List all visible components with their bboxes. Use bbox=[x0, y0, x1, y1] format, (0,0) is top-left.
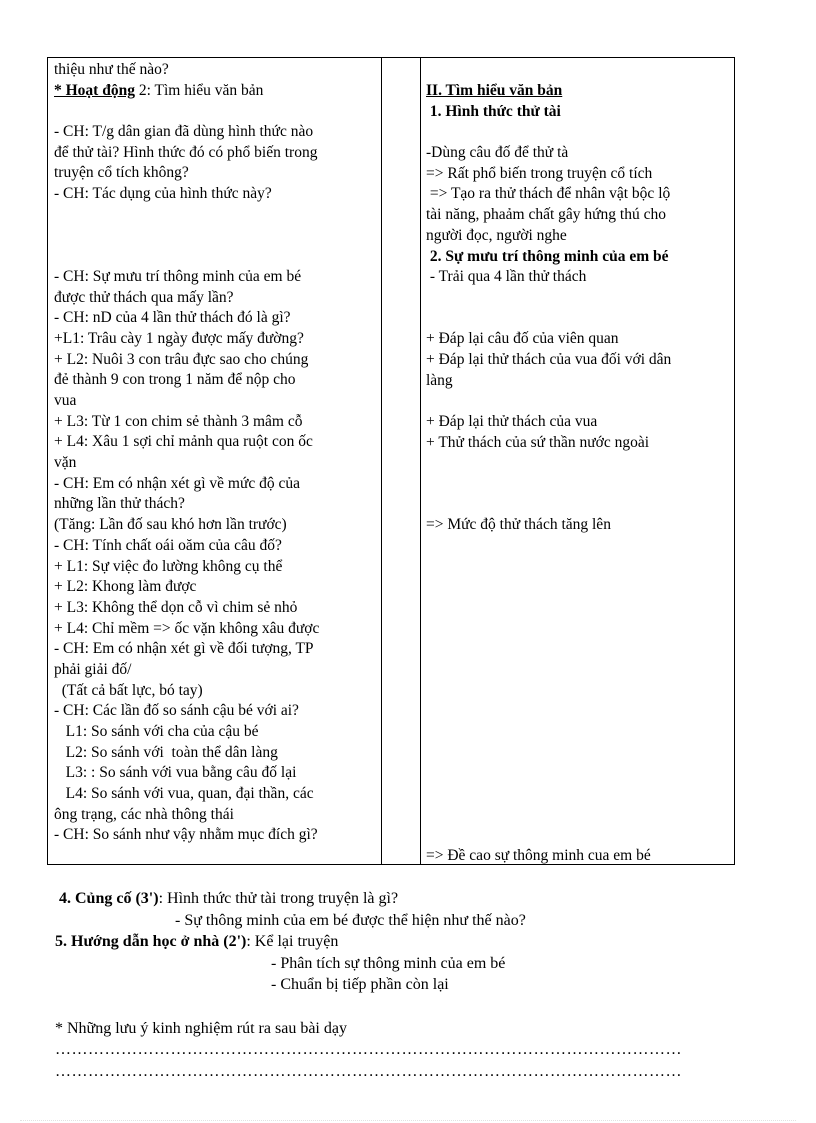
text-line: phải giải đố/ bbox=[54, 660, 132, 678]
text-line: - Chuẩn bị tiếp phần còn lại bbox=[271, 976, 449, 993]
text-line: để thử tài? Hình thức đó có phổ biến trong bbox=[54, 143, 318, 161]
text-line: - CH: So sánh như vậy nhằm mục đích gì? bbox=[54, 826, 318, 844]
text-line: => Rất phổ biến trong truyện cổ tích bbox=[426, 164, 653, 182]
text-line: - CH: T/g dân gian đã dùng hình thức nào bbox=[54, 123, 314, 141]
text-line: (Tất cả bất lực, bó tay) bbox=[54, 681, 203, 699]
text-line: - Trải qua 4 lần thử thách bbox=[426, 268, 587, 286]
consolidation-label: 4. Củng cố (3') bbox=[59, 890, 159, 907]
page-bottom-rule bbox=[20, 1120, 796, 1121]
homework-label: 5. Hướng dẫn học ở nhà (2') bbox=[55, 933, 247, 950]
text-line: người đọc, người nghe bbox=[426, 226, 567, 244]
consolidation-text: : Hình thức thử tài trong truyện là gì? bbox=[158, 890, 399, 907]
text-line: tài năng, phaảm chất gây hứng thú cho bbox=[426, 206, 666, 224]
teacher-activity-column bbox=[54, 60, 382, 846]
text-line: vặn bbox=[54, 454, 77, 472]
text-line: L3: : So sánh với vua bằng câu đố lại bbox=[54, 764, 297, 782]
text-line: - Sự thông minh của em bé được thể hiện như thế nào? bbox=[175, 911, 526, 929]
text-line: truyện cổ tích không? bbox=[54, 164, 189, 182]
text-line: +L1: Trâu cày 1 ngày được mấy đường? bbox=[54, 329, 304, 347]
text-line: thiệu như thế nào? bbox=[54, 61, 169, 78]
text-line: được thử thách qua mấy lần? bbox=[54, 288, 234, 306]
text-line: + L4: Chỉ mềm => ốc vặn không xâu được bbox=[54, 619, 320, 637]
text-line: - CH: Sự mưu trí thông minh của em bé bbox=[54, 267, 302, 285]
text-line: - CH: Tính chất oái oăm của câu đố? bbox=[54, 536, 282, 554]
text-line: + L4: Xâu 1 sợi chỉ mảnh qua ruột con ốc bbox=[54, 433, 313, 451]
notes-dotted-line: …………………………………………………………………………………………………… bbox=[55, 1063, 682, 1080]
text-line: + L2: Nuôi 3 con trâu đực sao cho chúng bbox=[54, 350, 309, 368]
text-line: - Phân tích sự thông minh của em bé bbox=[271, 954, 506, 972]
text-line: - CH: Tác dụng của hình thức này? bbox=[54, 185, 272, 203]
activity-heading bbox=[54, 81, 382, 102]
text-line: => Đề cao sự thông minh cua em bé bbox=[426, 847, 651, 865]
column-divider-2 bbox=[420, 58, 421, 864]
text-line: L1: So sánh với cha của cậu bé bbox=[54, 723, 259, 740]
text-line: - CH: nD của 4 lần thử thách đó là gì? bbox=[54, 309, 291, 327]
subsection-heading: 2. Sự mưu trí thông minh của em bé bbox=[426, 247, 669, 265]
text-line: + Đáp lại câu đố của viên quan bbox=[426, 330, 619, 348]
text-line: + Thử thách của sứ thần nước ngoài bbox=[426, 433, 650, 451]
text-line: L4: So sánh với vua, quan, đại thần, các bbox=[54, 785, 314, 803]
text-line: (Tăng: Lần đố sau khó hơn lần trước) bbox=[54, 516, 287, 534]
text-line: + L1: Sự việc đo lường không cụ thể bbox=[54, 557, 283, 575]
text-line: -Dùng câu đố để thử tà bbox=[426, 144, 569, 162]
text-line: vua bbox=[54, 392, 77, 409]
lesson-table bbox=[47, 57, 735, 865]
text-line: => Tạo ra thử thách để nhân vật bộc lộ bbox=[426, 185, 671, 203]
text-line: ông trạng, các nhà thông thái bbox=[54, 805, 234, 823]
activity-title: 2: Tìm hiểu văn bản bbox=[134, 81, 264, 99]
text-line: + Đáp lại thử thách của vua bbox=[426, 413, 598, 430]
text-line: => Mức độ thử thách tăng lên bbox=[426, 516, 611, 534]
text-line: L2: So sánh với toàn thể dân làng bbox=[54, 743, 278, 761]
text-line: + Đáp lại thử thách của vua đối với dân bbox=[426, 350, 672, 368]
consolidation-line bbox=[59, 888, 398, 910]
notes-dotted-line: …………………………………………………………………………………………………… bbox=[55, 1041, 682, 1058]
homework-text: : Kể lại truyện bbox=[246, 933, 339, 950]
text-line: + L3: Từ 1 con chim sẻ thành 3 mâm cỗ bbox=[54, 412, 303, 430]
subsection-heading: 1. Hình thức thử tài bbox=[426, 102, 561, 120]
text-line: + L2: Khong làm được bbox=[54, 578, 197, 596]
activity-label: * Hoạt động bbox=[54, 81, 135, 99]
text-line: đẻ thành 9 con trong 1 năm để nộp cho bbox=[54, 371, 296, 389]
text-line: - CH: Em có nhận xét gì về mức độ của bbox=[54, 474, 301, 492]
text-line: - CH: Em có nhận xét gì về đối tượng, TP bbox=[54, 640, 314, 658]
notes-heading: * Những lưu ý kinh nghiệm rút ra sau bài dạy bbox=[55, 1020, 347, 1037]
section-heading: II. Tìm hiểu văn bản bbox=[426, 82, 563, 99]
text-line: những lần thử thách? bbox=[54, 495, 185, 513]
content-column bbox=[426, 81, 734, 867]
text-line: làng bbox=[426, 371, 453, 389]
text-line: + L3: Không thể dọn cỗ vì chim sẻ nhỏ bbox=[54, 598, 298, 616]
text-line: - CH: Các lần đố so sánh cậu bé với ai? bbox=[54, 702, 299, 720]
homework-line bbox=[55, 931, 338, 953]
